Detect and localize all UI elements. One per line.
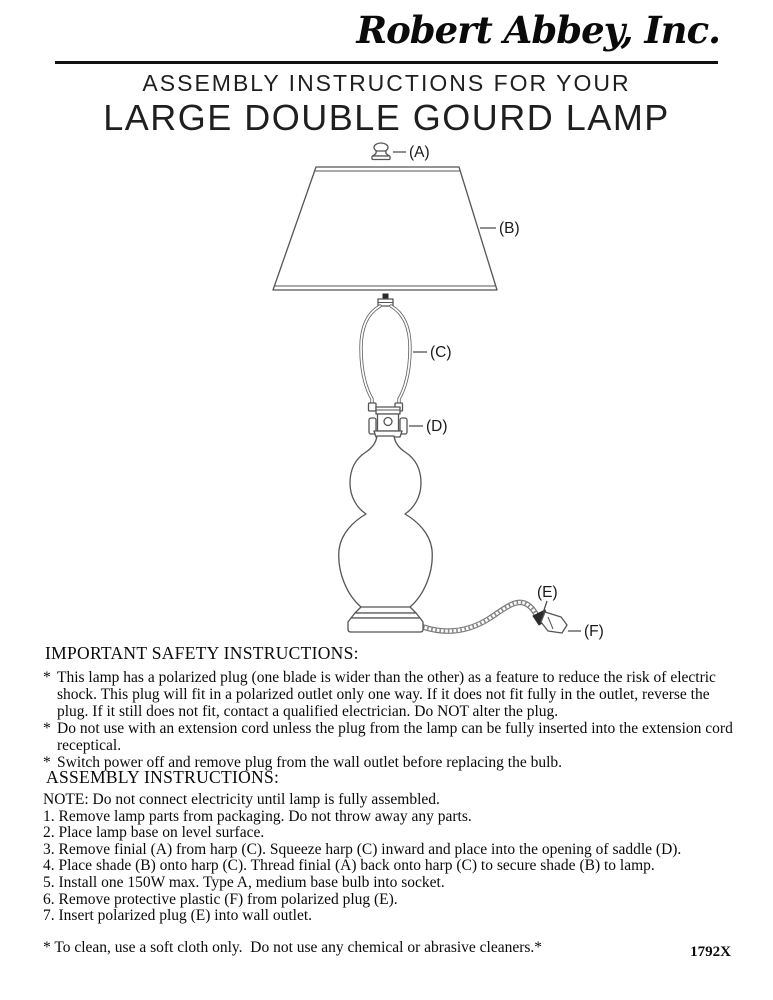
bullet-asterisk: * [43, 754, 51, 771]
lamp-base-drawing [348, 607, 423, 632]
bullet-asterisk: * [43, 720, 51, 737]
plug-drawing [533, 610, 567, 633]
assembly-steps-list [43, 792, 743, 925]
assembly-step: 6. Remove protective plastic (F) from polarized plug (E). [43, 890, 398, 908]
finial-drawing [372, 143, 390, 160]
label-d: (D) [426, 418, 448, 435]
assembly-step: 4. Place shade (B) onto harp (C). Thread finial (A) back onto harp (C) to secure shade (B) to lamp. [43, 857, 655, 875]
lamp-body-drawing [339, 436, 433, 608]
assembly-step: 2. Place lamp base on level surface. [43, 824, 265, 842]
company-logo: Robert Abbey, Inc. [356, 8, 720, 52]
bullet-asterisk: * [43, 669, 51, 686]
model-number: 1792X [690, 944, 731, 960]
label-e: (E) [537, 584, 558, 601]
assembly-note: NOTE: Do not connect electricity until lamp is fully assembled. [43, 791, 440, 808]
page-title: LARGE DOUBLE GOURD LAMP [103, 97, 670, 138]
power-cord-drawing [423, 602, 537, 631]
assembly-section-heading: ASSEMBLY INSTRUCTIONS: [46, 767, 280, 787]
assembly-step: 1. Remove lamp parts from packaging. Do not throw away any parts. [43, 807, 472, 825]
shade-drawing [273, 167, 497, 290]
harp-drawing [361, 294, 410, 411]
safety-instructions-list [43, 669, 737, 771]
assembly-step: 7. Insert polarized plug (E) into wall outlet. [43, 907, 313, 925]
safety-instruction-text: This lamp has a polarized plug (one blade is wider than the other) as a feature to reduce the risk of electric shock. This plug will fit in a polarized outlet only one way. If it does not fit fully in the outlet, reverse the plug. If it still does not fit, contact a qualified electrician. Do NOT alter the plug. [57, 669, 716, 720]
safety-instruction-item [43, 720, 737, 754]
label-a: (A) [409, 144, 430, 161]
page-subtitle: ASSEMBLY INSTRUCTIONS FOR YOUR [142, 70, 631, 96]
assembly-step: 3. Remove finial (A) from harp (C). Squeeze harp (C) inward and place into the opening of saddle (D). [43, 840, 682, 858]
assembly-step: 5. Install one 150W max. Type A, medium base bulb into socket. [43, 873, 445, 891]
safety-section-heading: IMPORTANT SAFETY INSTRUCTIONS: [45, 643, 359, 663]
label-c: (C) [430, 344, 452, 361]
label-f: (F) [584, 623, 604, 640]
safety-instruction-text: Switch power off and remove plug from the wall outlet before replacing the bulb. [57, 754, 563, 771]
cleaning-note: * To clean, use a soft cloth only. Do not use any chemical or abrasive cleaners.* [43, 939, 543, 956]
safety-instruction-text: Do not use with an extension cord unless the plug from the lamp can be fully inserted into the extension cord receptical. [57, 720, 733, 754]
safety-instruction-item [43, 669, 737, 720]
label-b: (B) [499, 220, 520, 237]
